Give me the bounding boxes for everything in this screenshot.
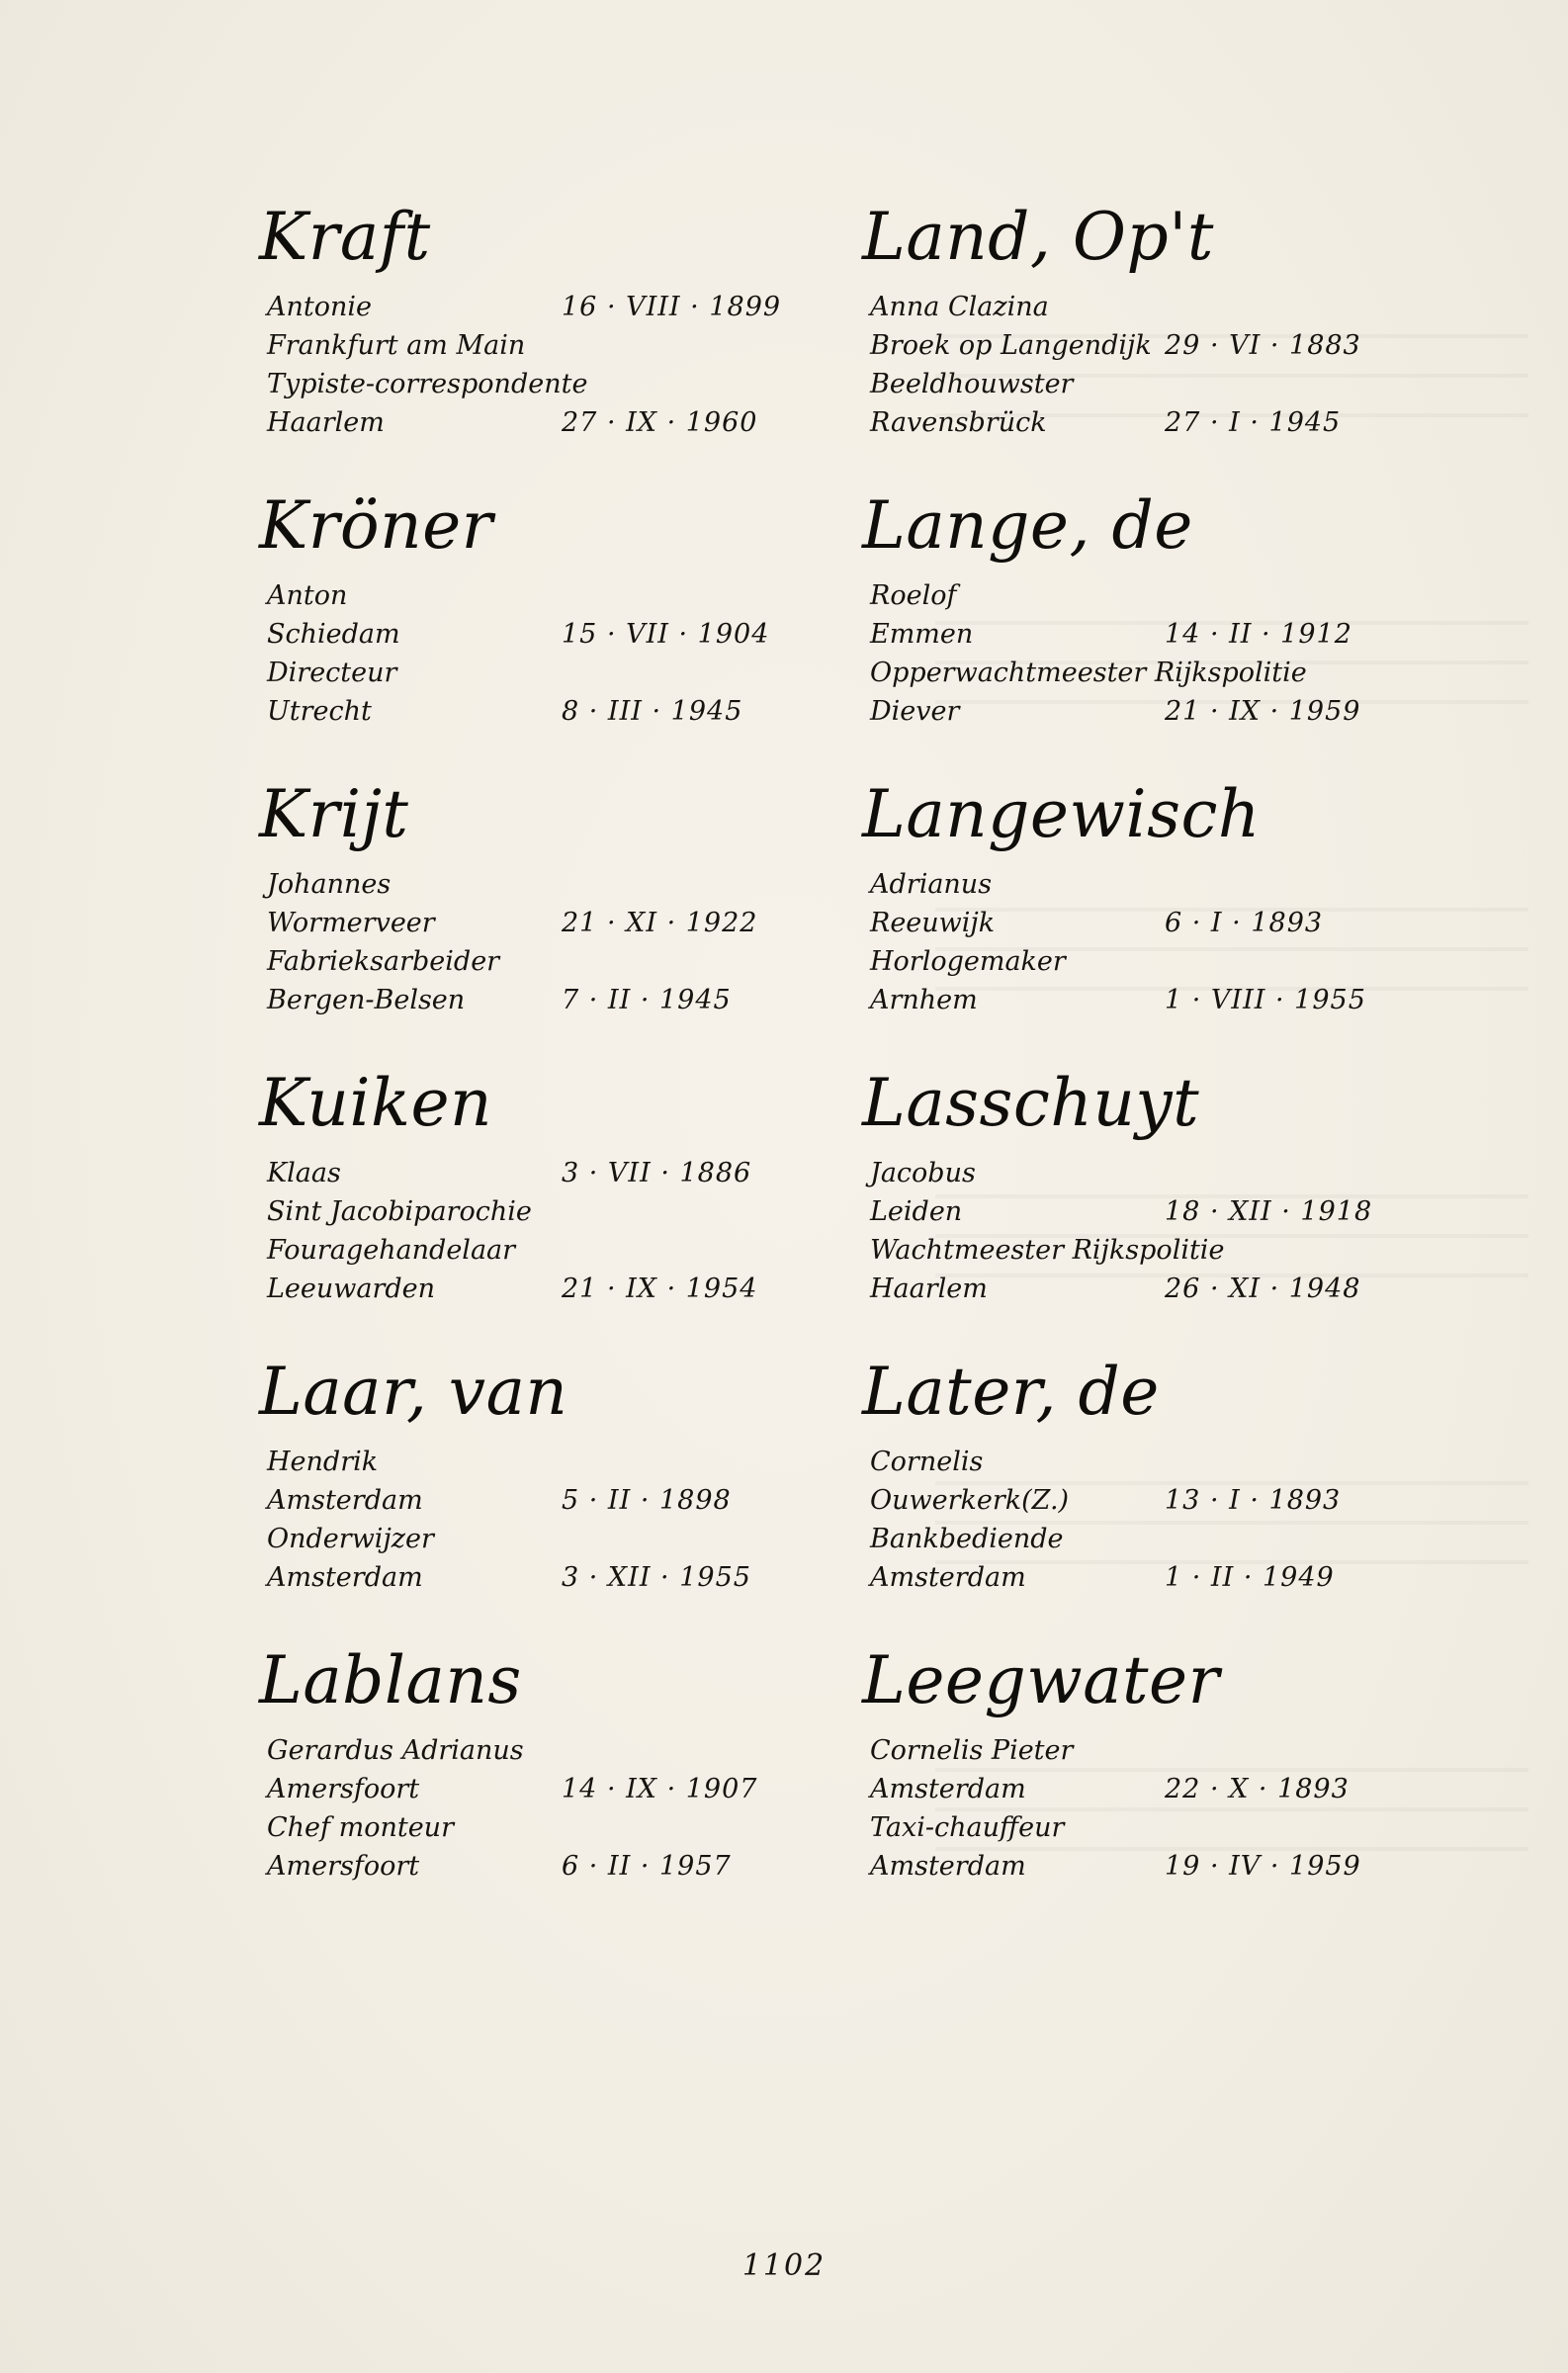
birth-row (267, 616, 850, 654)
first-name: Anton (267, 580, 348, 611)
death-place: Amersfoort (267, 1851, 420, 1882)
first-name-row (870, 1155, 1453, 1192)
first-name: Hendrik (267, 1447, 379, 1477)
occupation: Wachtmeester Rijkspolitie (870, 1235, 1225, 1266)
first-name-row (267, 1155, 850, 1192)
memorial-entry (259, 1064, 852, 1341)
first-name: Antonie (267, 292, 372, 322)
birth-date: 5 · II · 1898 (562, 1485, 732, 1516)
first-name: Cornelis (870, 1447, 984, 1477)
birth-date: 6 · I · 1893 (1165, 908, 1324, 938)
birth-place: Amsterdam (870, 1774, 1026, 1804)
occupation: Fabrieksarbeider (267, 946, 500, 977)
memorial-entry (259, 486, 852, 763)
occupation: Chef monteur (267, 1812, 454, 1843)
birth-date: 13 · I · 1893 (1165, 1485, 1342, 1516)
first-name: Jacobus (870, 1158, 976, 1188)
death-date: 27 · I · 1945 (1165, 407, 1342, 438)
occupation: Typiste-correspondente (267, 369, 588, 399)
death-date: 1 · II · 1949 (1165, 1562, 1335, 1593)
surname-heading: Krijt (259, 776, 409, 852)
occupation-row (870, 1809, 1453, 1847)
death-date: 6 · II · 1957 (562, 1851, 732, 1882)
death-place: Utrecht (267, 696, 372, 727)
occupation: Opperwachtmeester Rijkspolitie (870, 658, 1307, 688)
surname-heading: Kuiken (259, 1065, 493, 1141)
birth-place: Leiden (870, 1196, 963, 1227)
occupation: Horlogemaker (870, 946, 1066, 977)
surname-heading: Lasschuyt (862, 1065, 1200, 1141)
death-date: 7 · II · 1945 (562, 985, 732, 1015)
surname-heading: Lange, de (862, 487, 1193, 564)
occupation: Fouragehandelaar (267, 1235, 516, 1266)
surname-heading: Later, de (862, 1354, 1160, 1430)
death-date: 1 · VIII · 1955 (1165, 985, 1366, 1015)
birth-place: Broek op Langendijk (870, 330, 1152, 361)
death-row (267, 404, 850, 442)
first-name-row (267, 289, 850, 326)
memorial-entry (862, 198, 1455, 475)
memorial-entry (862, 775, 1455, 1052)
birth-place: Amersfoort (267, 1774, 420, 1804)
occupation-row (870, 943, 1453, 981)
birth-place-row (267, 1193, 850, 1231)
death-row (267, 1271, 850, 1308)
memorial-entry (862, 1064, 1455, 1341)
occupation-row (267, 366, 850, 403)
memorial-entry (862, 1641, 1455, 1918)
birth-date: 22 · X · 1893 (1165, 1774, 1350, 1804)
death-row (267, 693, 850, 731)
surname-heading: Kröner (259, 487, 493, 564)
surname-heading: Langewisch (862, 776, 1261, 852)
occupation: Beeldhouwster (870, 369, 1074, 399)
death-row (267, 982, 850, 1019)
death-date: 3 · XII · 1955 (562, 1562, 751, 1593)
surname-heading: Lablans (259, 1642, 522, 1718)
death-place: Amsterdam (870, 1562, 1026, 1593)
occupation-row (870, 366, 1453, 403)
first-name-row (870, 289, 1453, 326)
death-row (870, 1559, 1453, 1597)
surname-heading: Leegwater (862, 1642, 1220, 1718)
first-name-row (267, 1444, 850, 1481)
death-date: 21 · IX · 1954 (562, 1274, 758, 1304)
death-place: Haarlem (870, 1274, 988, 1304)
memorial-entry (862, 486, 1455, 763)
birth-row (870, 327, 1453, 365)
birth-date: 15 · VII · 1904 (562, 619, 770, 650)
birth-place: Frankfurt am Main (267, 330, 526, 361)
occupation-row (267, 1232, 850, 1270)
birth-row (870, 905, 1453, 942)
birth-row (870, 1771, 1453, 1808)
birth-date: 16 · VIII · 1899 (562, 292, 782, 322)
first-name: Anna Clazina (870, 292, 1049, 322)
death-date: 19 · IV · 1959 (1165, 1851, 1361, 1882)
occupation-row (267, 943, 850, 981)
death-row (267, 1559, 850, 1597)
occupation-row (267, 1809, 850, 1847)
death-place: Leeuwarden (267, 1274, 436, 1304)
birth-date: 3 · VII · 1886 (562, 1158, 752, 1188)
death-date: 21 · IX · 1959 (1165, 696, 1361, 727)
memorial-entry (862, 1353, 1455, 1629)
death-row (870, 1271, 1453, 1308)
birth-row (870, 616, 1453, 654)
memorial-entry (259, 775, 852, 1052)
death-row (870, 1848, 1453, 1886)
first-name-row (870, 1732, 1453, 1770)
birth-date: 21 · XI · 1922 (562, 908, 758, 938)
death-date: 8 · III · 1945 (562, 696, 743, 727)
first-name: Cornelis Pieter (870, 1735, 1074, 1766)
death-place: Bergen-Belsen (267, 985, 466, 1015)
surname-heading: Laar, van (259, 1354, 568, 1430)
first-name-row (267, 1732, 850, 1770)
first-name-row (870, 1444, 1453, 1481)
birth-date: 14 · IX · 1907 (562, 1774, 758, 1804)
birth-place: Wormerveer (267, 908, 435, 938)
death-row (870, 693, 1453, 731)
birth-place: Ouwerkerk(Z.) (870, 1485, 1070, 1516)
surname-heading: Land, Op't (862, 199, 1214, 275)
death-row (870, 982, 1453, 1019)
death-date: 27 · IX · 1960 (562, 407, 758, 438)
first-name-row (870, 866, 1453, 904)
birth-place: Emmen (870, 619, 974, 650)
first-name: Klaas (267, 1158, 341, 1188)
occupation-row (870, 1232, 1453, 1270)
occupation: Taxi-chauffeur (870, 1812, 1065, 1843)
birth-row (267, 905, 850, 942)
death-row (870, 404, 1453, 442)
birth-date: 29 · VI · 1883 (1165, 330, 1361, 361)
memorial-entry (259, 198, 852, 475)
birth-date: 18 · XII · 1918 (1165, 1196, 1373, 1227)
birth-row (870, 1193, 1453, 1231)
death-place: Diever (870, 696, 960, 727)
death-place: Ravensbrück (870, 407, 1047, 438)
birth-row (267, 1771, 850, 1808)
memorial-entry (259, 1353, 852, 1629)
birth-place-row (267, 327, 850, 365)
first-name: Johannes (267, 869, 392, 900)
first-name-row (267, 577, 850, 615)
birth-row (267, 1482, 850, 1520)
occupation: Onderwijzer (267, 1524, 434, 1554)
occupation-row (870, 1521, 1453, 1558)
first-name: Gerardus Adrianus (267, 1735, 524, 1766)
death-place: Haarlem (267, 407, 385, 438)
death-place: Arnhem (870, 985, 978, 1015)
surname-heading: Kraft (259, 199, 431, 275)
birth-place: Schiedam (267, 619, 400, 650)
death-place: Amsterdam (267, 1562, 423, 1593)
birth-row (870, 1482, 1453, 1520)
birth-place: Amsterdam (267, 1485, 423, 1516)
occupation: Directeur (267, 658, 397, 688)
birth-date: 14 · II · 1912 (1165, 619, 1352, 650)
first-name: Adrianus (870, 869, 993, 900)
first-name: Roelof (870, 580, 957, 611)
birth-place: Sint Jacobiparochie (267, 1196, 532, 1227)
first-name-row (870, 577, 1453, 615)
birth-place: Reeuwijk (870, 908, 996, 938)
occupation-row (267, 655, 850, 692)
memorial-entry (259, 1641, 852, 1918)
occupation-row (870, 655, 1453, 692)
occupation-row (267, 1521, 850, 1558)
death-row (267, 1848, 850, 1886)
page-number: 1102 (741, 2248, 827, 2283)
death-place: Amsterdam (870, 1851, 1026, 1882)
death-date: 26 · XI · 1948 (1165, 1274, 1361, 1304)
first-name-row (267, 866, 850, 904)
occupation: Bankbediende (870, 1524, 1064, 1554)
